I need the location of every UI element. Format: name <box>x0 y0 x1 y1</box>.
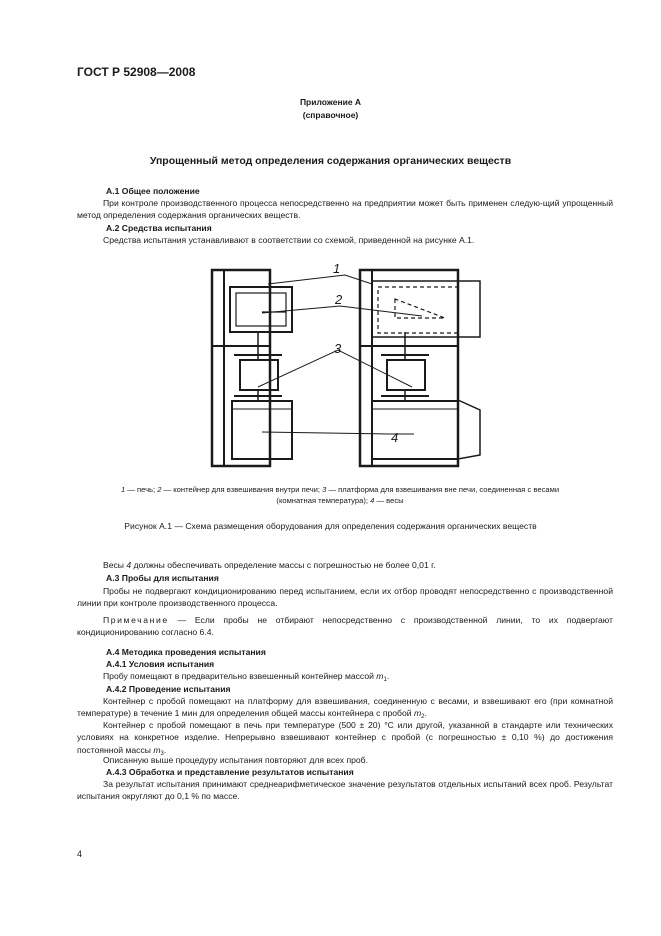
section-a42-p3: Описанную выше процедуру испытания повторяют для всех проб. <box>103 755 368 765</box>
label-1: 1 <box>333 261 341 276</box>
right-furnace-dashed <box>378 287 458 333</box>
section-a2-text: Средства испытания устанавливают в соответствии со схемой, приведенной на рисунке А.1. <box>103 235 475 245</box>
section-a41-text: Пробу помещают в предварительно взвешенный контейнер массой $m_1$. <box>103 671 390 683</box>
right-furnace <box>372 281 480 337</box>
legend-line-1: 1 — печь; 2 — контейнер для взвешивания внутри печи; 3 — платформа для взвешивания вне печи, соединенная с весами <box>120 485 560 494</box>
leader-1 <box>268 275 372 284</box>
right-scales <box>372 401 458 459</box>
right-scales-side <box>458 400 480 459</box>
legend-line-2: (комнатная температура); 4 — весы <box>276 496 404 505</box>
section-a4-heading: А.4 Методика проведения испытания <box>106 647 266 657</box>
right-platform <box>387 360 425 390</box>
appendix-title: Приложение А <box>299 97 362 107</box>
left-furnace-inner <box>236 293 286 326</box>
label-2: 2 <box>335 292 343 307</box>
left-platform <box>240 360 278 390</box>
section-a43-text: За результат испытания принимают среднеарифметическое значение результатов отдельных испытаний всех проб. Результат испытания округляют до 0,1 % по массе. <box>77 779 613 802</box>
main-title: Упрощенный метод определения содержания органических веществ <box>149 155 512 167</box>
section-a42-p1: Контейнер с пробой помещают на платформу для взвешивания, соединенную с весами, и взвешивают его (при комнатной температуре) в течение 1 мин для определения общей массы контейнера с пробой $m_2$. <box>77 696 613 721</box>
section-a1-text: При контроле производственного процесса непосредственно на предприятии может быть применен следую-щий упрощенный метод определения содержания органических веществ. <box>77 198 613 221</box>
figure-legend <box>60 484 620 506</box>
section-a42-heading: А.4.2 Проведение испытания <box>106 684 231 694</box>
section-a42-p2: Контейнер с пробой помещают в печь при температуре (500 ± 20) °С или другой, указанной в стандарте или технических условиях на конкретное изделие. Непрерывно взвешивают контейнер с пробой (с погрешностью ± 0,10 %) до достижения постоянной массы $m_3$. <box>77 720 613 757</box>
appendix-note: (справочное) <box>302 110 359 120</box>
label-4: 4 <box>391 430 399 445</box>
label-3: 3 <box>334 341 342 356</box>
page-number: 4 <box>77 849 83 859</box>
section-a3-text: Пробы не подвергают кондиционированию перед испытанием, если их отбор проводят непосредственно с производственной линии при контроле производственного процесса. <box>77 586 613 609</box>
left-scales <box>232 401 292 459</box>
note-paragraph: Примечание — Если пробы не отбирают непосредственно с производственной линии, то их подвергают кондиционированию согласно 6.4. <box>77 615 613 638</box>
section-a41-heading: А.4.1 Условия испытания <box>106 659 215 669</box>
scales-paragraph: Весы 4 должны обеспечивать определение массы с погрешностью не более 0,01 г. <box>103 560 436 570</box>
section-a1-heading: А.1 Общее положение <box>106 186 200 196</box>
section-a43-heading: А.4.3 Обработка и представление результатов испытания <box>106 767 354 777</box>
document-code: ГОСТ Р 52908—2008 <box>77 65 196 79</box>
left-furnace <box>230 287 292 332</box>
figure-caption: Рисунок А.1 — Схема размещения оборудования для определения содержания органических веществ <box>124 521 537 531</box>
section-a3-heading: А.3 Пробы для испытания <box>106 573 219 583</box>
right-container <box>395 299 445 318</box>
section-a2-heading: А.2 Средства испытания <box>106 223 212 233</box>
